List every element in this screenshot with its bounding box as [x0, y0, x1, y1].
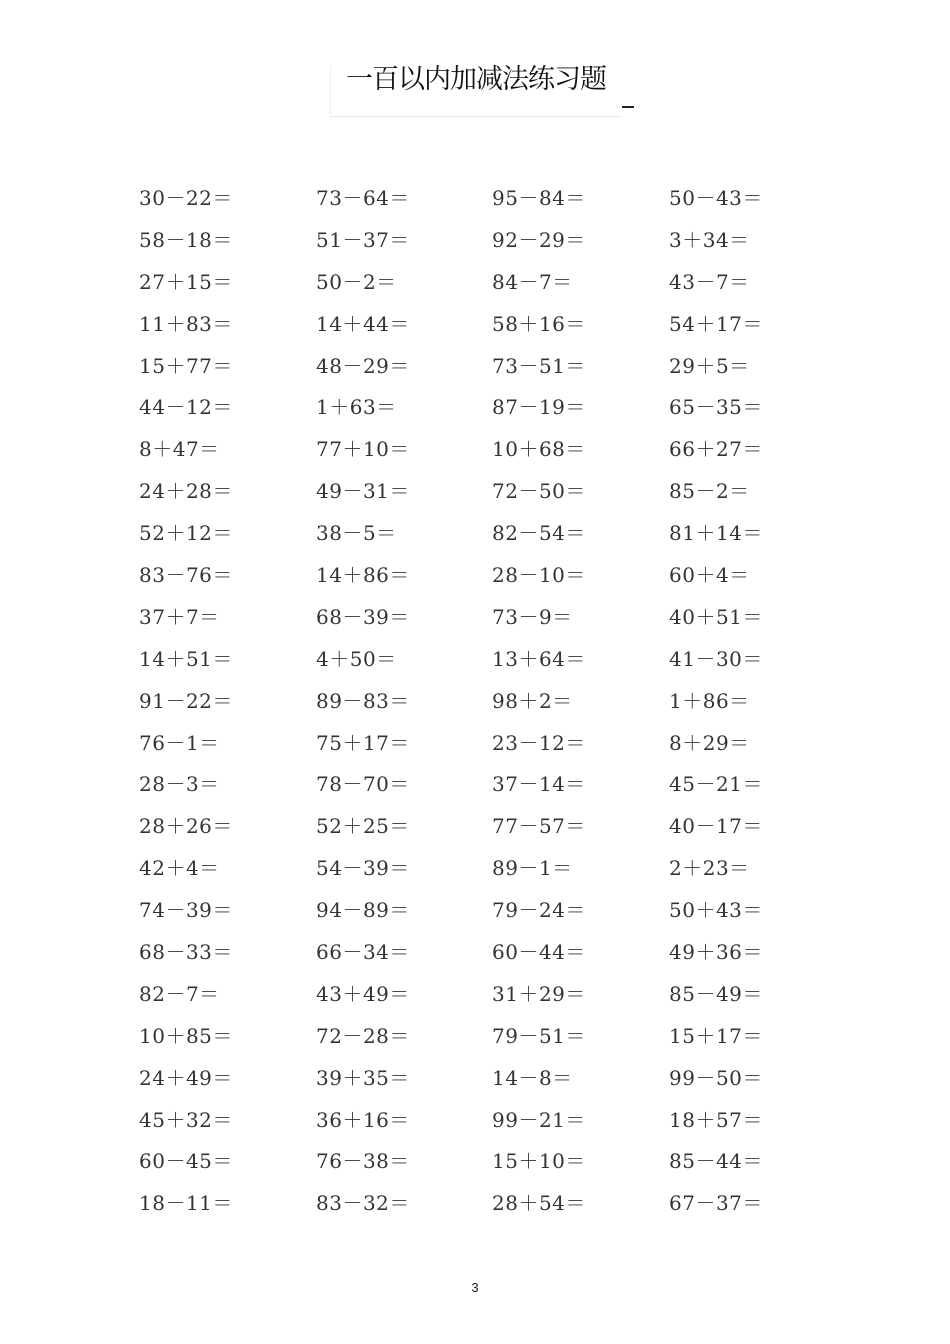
problem-item: 52＋25＝ — [316, 814, 410, 839]
problem-item: 51－37＝ — [316, 227, 410, 252]
problem-item: 27＋15＝ — [139, 269, 233, 294]
problem-item: 10＋68＝ — [492, 437, 586, 462]
problem-item: 52＋12＝ — [139, 521, 233, 546]
problem-item: 91－22＝ — [139, 688, 233, 713]
problem-item: 75＋17＝ — [316, 730, 410, 755]
problem-item: 43－7＝ — [669, 269, 750, 294]
title-dash — [622, 106, 634, 108]
problem-item: 28－3＝ — [139, 772, 220, 797]
problem-item: 15＋10＝ — [492, 1149, 586, 1174]
problem-item: 40－17＝ — [669, 814, 763, 839]
problem-item: 15＋17＝ — [669, 1023, 763, 1048]
problem-item: 60－44＝ — [492, 940, 586, 965]
problem-item: 89－83＝ — [316, 688, 410, 713]
problem-item: 73－64＝ — [316, 186, 410, 210]
problem-item: 54＋17＝ — [669, 311, 763, 336]
problem-item: 89－1＝ — [492, 856, 573, 881]
problem-item: 81＋14＝ — [669, 521, 763, 546]
problem-item: 44－12＝ — [139, 395, 233, 420]
problem-item: 54－39＝ — [316, 856, 410, 881]
problem-item: 76－1＝ — [139, 730, 220, 755]
problem-item: 60－45＝ — [139, 1149, 233, 1174]
problem-item: 79－24＝ — [492, 898, 586, 923]
problem-item: 42＋4＝ — [139, 856, 220, 881]
problem-item: 1＋63＝ — [316, 395, 397, 420]
problem-item: 28＋26＝ — [139, 814, 233, 839]
problem-item: 36＋16＝ — [316, 1107, 410, 1132]
problem-item: 13＋64＝ — [492, 646, 586, 671]
problem-item: 48－29＝ — [316, 353, 410, 378]
problem-item: 40＋51＝ — [669, 604, 763, 629]
problem-item: 14＋51＝ — [139, 646, 233, 671]
problem-grid — [139, 177, 819, 1224]
problem-item: 85－44＝ — [669, 1149, 763, 1174]
problem-item: 78－70＝ — [316, 772, 410, 797]
problem-item: 84－7＝ — [492, 269, 573, 294]
problem-item: 99－21＝ — [492, 1107, 586, 1132]
problem-item: 74－39＝ — [139, 898, 233, 923]
problem-item: 49＋36＝ — [669, 940, 763, 965]
problem-item: 11＋83＝ — [139, 311, 233, 336]
problem-item: 39＋35＝ — [316, 1065, 410, 1090]
problem-item: 10＋85＝ — [139, 1023, 233, 1048]
problem-item: 14＋44＝ — [316, 311, 410, 336]
problem-item: 95－84＝ — [492, 186, 586, 210]
problem-item: 79－51＝ — [492, 1023, 586, 1048]
problem-item: 2＋23＝ — [669, 856, 750, 881]
problem-item: 43＋49＝ — [316, 981, 410, 1006]
problem-item: 23－12＝ — [492, 730, 586, 755]
problem-item: 82－7＝ — [139, 981, 220, 1006]
page-number: 3 — [471, 1280, 479, 1295]
problem-item: 4＋50＝ — [316, 646, 397, 671]
problem-item: 8＋47＝ — [139, 437, 220, 462]
problem-item: 72－50＝ — [492, 479, 586, 504]
problem-item: 82－54＝ — [492, 521, 586, 546]
problem-item: 45－21＝ — [669, 772, 763, 797]
problem-item: 67－37＝ — [669, 1191, 763, 1216]
problem-item: 98＋2＝ — [492, 688, 573, 713]
problem-item: 3＋34＝ — [669, 227, 750, 252]
problem-item: 73－51＝ — [492, 353, 586, 378]
problem-item: 28＋54＝ — [492, 1191, 586, 1216]
problem-item: 85－49＝ — [669, 981, 763, 1006]
problem-item: 1＋86＝ — [669, 688, 750, 713]
problem-item: 37－14＝ — [492, 772, 586, 797]
problem-item: 50－2＝ — [316, 269, 397, 294]
problem-item: 24＋28＝ — [139, 479, 233, 504]
problem-item: 58－18＝ — [139, 227, 233, 252]
problem-item: 58＋16＝ — [492, 311, 586, 336]
problem-item: 41－30＝ — [669, 646, 763, 671]
problem-item: 66＋27＝ — [669, 437, 763, 462]
title-box — [330, 66, 621, 117]
problem-item: 60＋4＝ — [669, 563, 750, 588]
problem-item: 76－38＝ — [316, 1149, 410, 1174]
problem-item: 28－10＝ — [492, 563, 586, 588]
problem-item: 18＋57＝ — [669, 1107, 763, 1132]
problem-item: 14－8＝ — [492, 1065, 573, 1090]
problem-item: 92－29＝ — [492, 227, 586, 252]
problem-item: 77－57＝ — [492, 814, 586, 839]
problem-item: 65－35＝ — [669, 395, 763, 420]
problem-item: 45＋32＝ — [139, 1107, 233, 1132]
problem-item: 8＋29＝ — [669, 730, 750, 755]
problem-item: 94－89＝ — [316, 898, 410, 923]
problem-item: 37＋7＝ — [139, 604, 220, 629]
problem-item: 18－11＝ — [139, 1191, 233, 1216]
problem-item: 50－43＝ — [669, 186, 763, 210]
problem-item: 50＋43＝ — [669, 898, 763, 923]
problem-item: 29＋5＝ — [669, 353, 750, 378]
problem-item: 68－33＝ — [139, 940, 233, 965]
problem-item: 77＋10＝ — [316, 437, 410, 462]
problem-item: 30－22＝ — [139, 186, 233, 210]
problem-item: 68－39＝ — [316, 604, 410, 629]
page-title: 一百以内加减法练习题 — [346, 64, 606, 95]
problem-item: 83－76＝ — [139, 563, 233, 588]
problem-item: 85－2＝ — [669, 479, 750, 504]
problem-item: 49－31＝ — [316, 479, 410, 504]
problem-item: 99－50＝ — [669, 1065, 763, 1090]
problem-item: 83－32＝ — [316, 1191, 410, 1216]
problem-item: 87－19＝ — [492, 395, 586, 420]
problem-item: 72－28＝ — [316, 1023, 410, 1048]
problem-item: 73－9＝ — [492, 604, 573, 629]
problem-item: 14＋86＝ — [316, 563, 410, 588]
problem-item: 66－34＝ — [316, 940, 410, 965]
problem-item: 15＋77＝ — [139, 353, 233, 378]
problem-item: 38－5＝ — [316, 521, 397, 546]
problem-item: 24＋49＝ — [139, 1065, 233, 1090]
problem-item: 31＋29＝ — [492, 981, 586, 1006]
